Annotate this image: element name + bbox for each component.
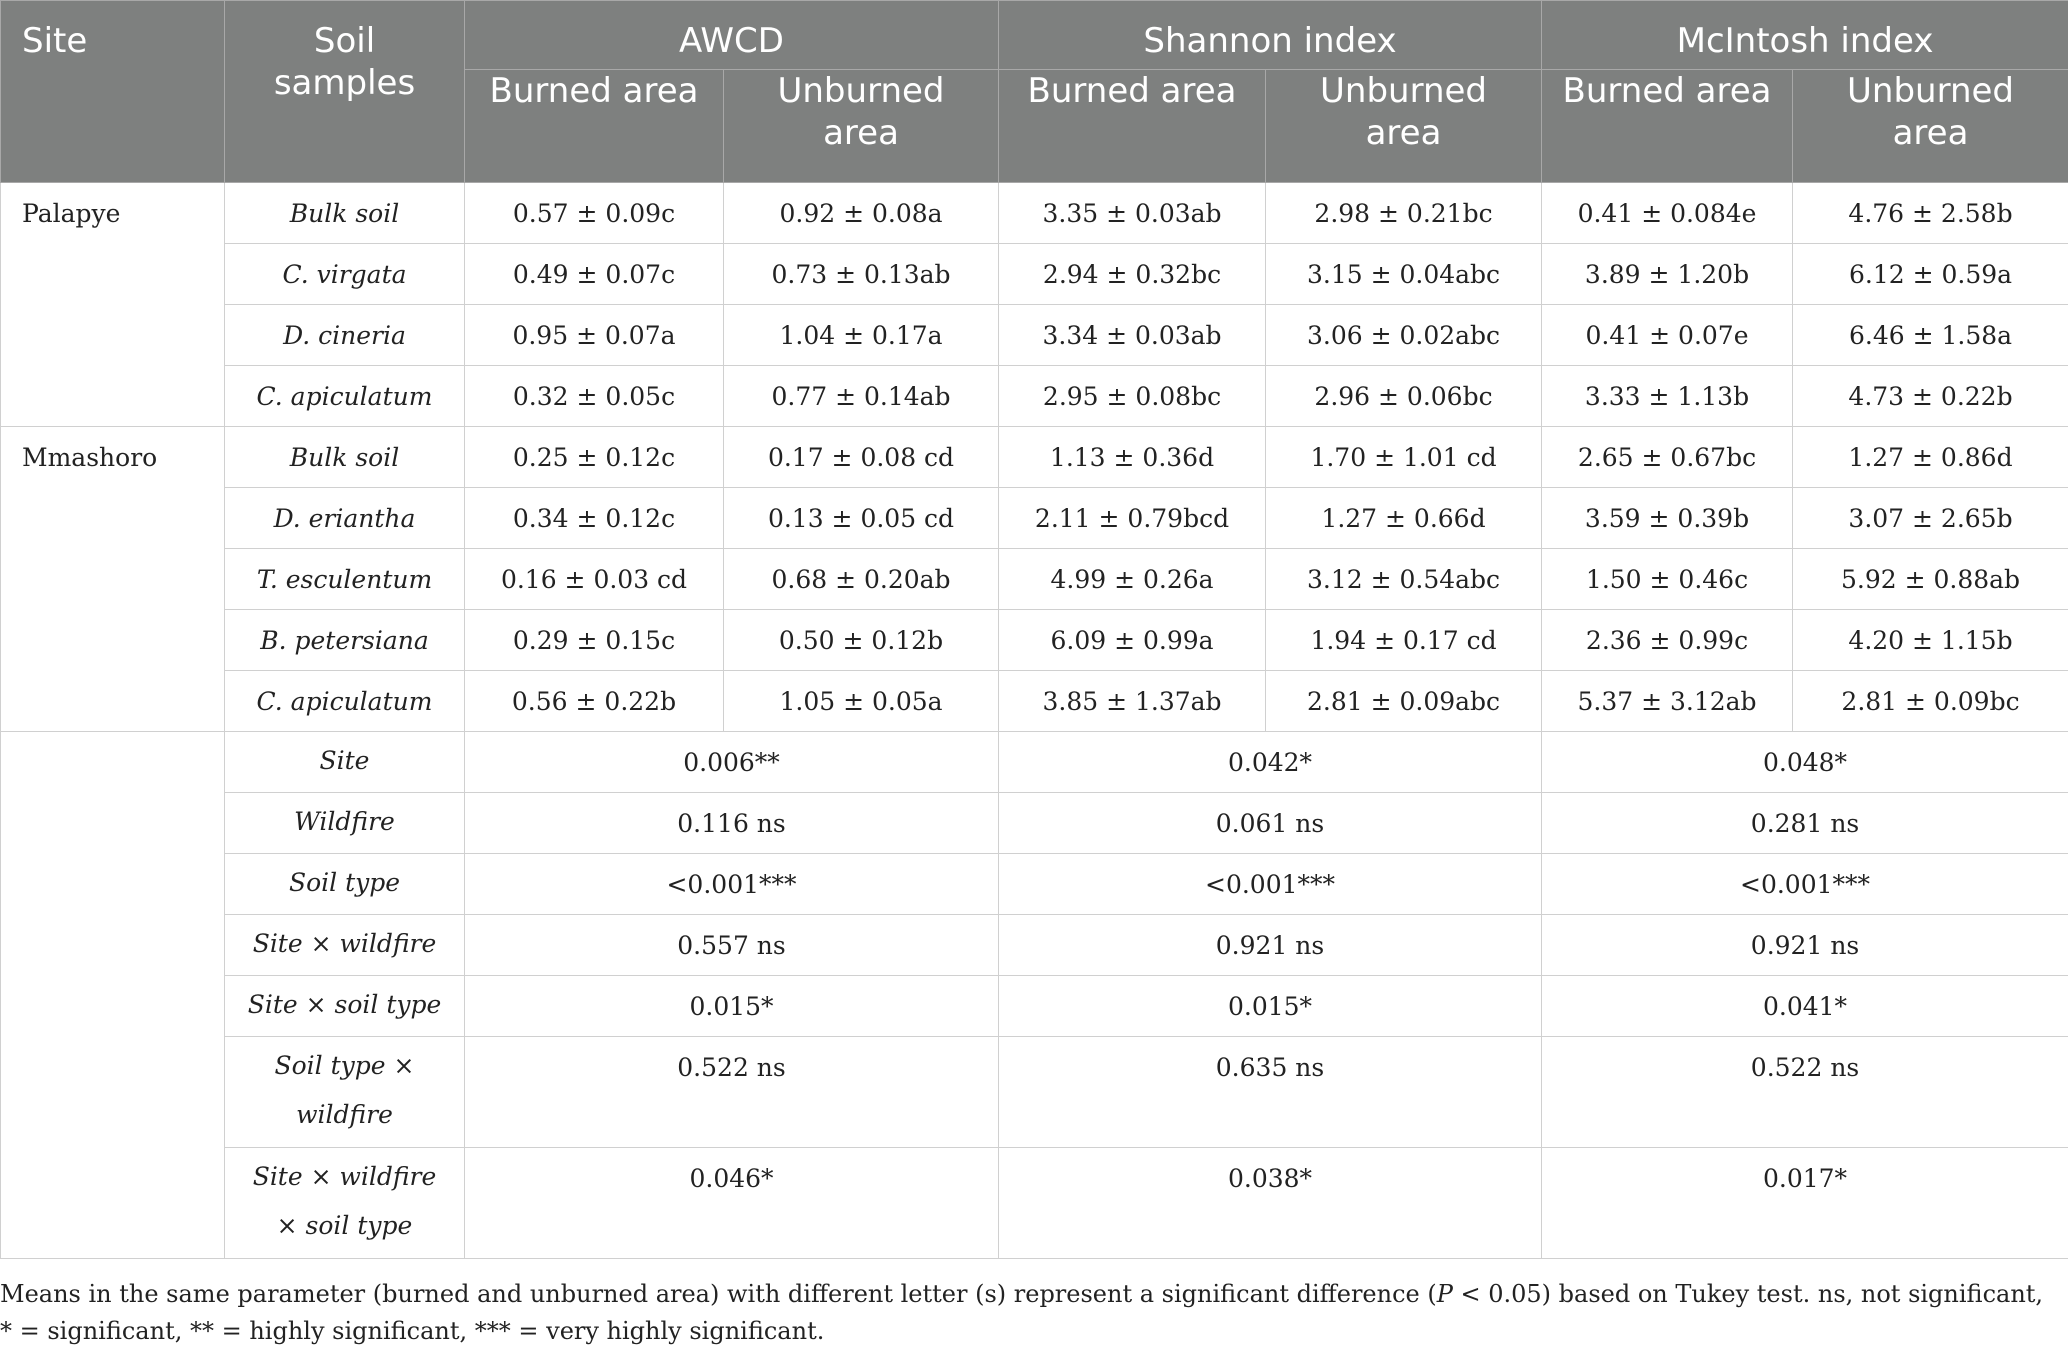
table-header [1, 1, 2068, 183]
header-mcintosh-burned: Burned area [1542, 70, 1793, 183]
value-cell: 3.33 ± 1.13b [1542, 366, 1793, 427]
value-cell: 0.41 ± 0.084e [1542, 183, 1793, 244]
stats-value: 0.522 ns [1542, 1037, 2068, 1148]
value-cell: 0.68 ± 0.20ab [724, 549, 999, 610]
value-cell: 0.50 ± 0.12b [724, 610, 999, 671]
value-cell: 5.37 ± 3.12ab [1542, 671, 1793, 732]
header-shannon-unburned: Unburned area [1266, 70, 1542, 183]
value-cell: 0.29 ± 0.15c [465, 610, 724, 671]
value-cell: 3.07 ± 2.65b [1793, 488, 2068, 549]
sample-cell: Bulk soil [225, 183, 465, 244]
stats-label: Site × wildfire [225, 915, 465, 976]
value-cell: 3.89 ± 1.20b [1542, 244, 1793, 305]
stats-value: 0.061 ns [999, 793, 1542, 854]
stats-value: 0.557 ns [465, 915, 999, 976]
value-cell: 0.32 ± 0.05c [465, 366, 724, 427]
footnote-p-symbol: P [1436, 1280, 1453, 1308]
table-body [1, 183, 2068, 1259]
value-cell: 1.13 ± 0.36d [999, 427, 1266, 488]
value-cell: 3.12 ± 0.54abc [1266, 549, 1542, 610]
sample-cell: C. apiculatum [225, 366, 465, 427]
table-row [1, 244, 2068, 305]
value-cell: 0.56 ± 0.22b [465, 671, 724, 732]
stats-value: 0.116 ns [465, 793, 999, 854]
value-cell: 1.27 ± 0.66d [1266, 488, 1542, 549]
site-mmashoro: Mmashoro [1, 427, 225, 732]
sample-cell: C. virgata [225, 244, 465, 305]
value-cell: 2.98 ± 0.21bc [1266, 183, 1542, 244]
value-cell: 6.09 ± 0.99a [999, 610, 1266, 671]
stats-value: 0.038* [999, 1148, 1542, 1259]
value-cell: 1.05 ± 0.05a [724, 671, 999, 732]
stats-value: 0.041* [1542, 976, 2068, 1037]
value-cell: 2.11 ± 0.79bcd [999, 488, 1266, 549]
header-awcd-unburned: Unburned area [724, 70, 999, 183]
stats-value: 0.921 ns [1542, 915, 2068, 976]
value-cell: 5.92 ± 0.88ab [1793, 549, 2068, 610]
sample-cell: D. eriantha [225, 488, 465, 549]
stats-value: <0.001*** [1542, 854, 2068, 915]
header-awcd-burned: Burned area [465, 70, 724, 183]
stats-value: 0.048* [1542, 732, 2068, 793]
sample-cell: B. petersiana [225, 610, 465, 671]
stats-value: 0.006** [465, 732, 999, 793]
value-cell: 4.76 ± 2.58b [1793, 183, 2068, 244]
stats-label: Site × wildfire × soil type [225, 1148, 465, 1259]
stats-value: 0.015* [465, 976, 999, 1037]
stats-value: 0.635 ns [999, 1037, 1542, 1148]
table-row [1, 610, 2068, 671]
sample-cell: D. cineria [225, 305, 465, 366]
stats-site-blank [1, 732, 225, 1259]
sample-cell: C. apiculatum [225, 671, 465, 732]
header-mcintosh-unburned: Unburned area [1793, 70, 2068, 183]
value-cell: 2.81 ± 0.09bc [1793, 671, 2068, 732]
stats-row [1, 976, 2068, 1037]
value-cell: 2.65 ± 0.67bc [1542, 427, 1793, 488]
footnote-part2: < 0.05) based on Tukey test. ns, not significant, * = significant, ** = highly significant, *** = very highly significant. [0, 1280, 2044, 1345]
stats-row [1, 915, 2068, 976]
value-cell: 2.94 ± 0.32bc [999, 244, 1266, 305]
stats-value: 0.042* [999, 732, 1542, 793]
value-cell: 2.95 ± 0.08bc [999, 366, 1266, 427]
stats-value: 0.046* [465, 1148, 999, 1259]
value-cell: 4.73 ± 0.22b [1793, 366, 2068, 427]
header-shannon-index: Shannon index [999, 1, 1542, 70]
value-cell: 3.85 ± 1.37ab [999, 671, 1266, 732]
stats-label: Soil type [225, 854, 465, 915]
stats-value: 0.015* [999, 976, 1542, 1037]
value-cell: 3.06 ± 0.02abc [1266, 305, 1542, 366]
value-cell: 3.59 ± 0.39b [1542, 488, 1793, 549]
header-mcintosh-index: McIntosh index [1542, 1, 2068, 70]
sample-cell: T. esculentum [225, 549, 465, 610]
value-cell: 0.92 ± 0.08a [724, 183, 999, 244]
stats-value: 0.522 ns [465, 1037, 999, 1148]
stats-row [1, 732, 2068, 793]
value-cell: 4.20 ± 1.15b [1793, 610, 2068, 671]
value-cell: 1.70 ± 1.01 cd [1266, 427, 1542, 488]
stats-label: Site × soil type [225, 976, 465, 1037]
table-row [1, 671, 2068, 732]
stats-row [1, 1148, 2068, 1259]
value-cell: 0.77 ± 0.14ab [724, 366, 999, 427]
value-cell: 3.35 ± 0.03ab [999, 183, 1266, 244]
value-cell: 1.27 ± 0.86d [1793, 427, 2068, 488]
sample-cell: Bulk soil [225, 427, 465, 488]
header-shannon-burned: Burned area [999, 70, 1266, 183]
value-cell: 0.13 ± 0.05 cd [724, 488, 999, 549]
value-cell: 6.46 ± 1.58a [1793, 305, 2068, 366]
value-cell: 1.04 ± 0.17a [724, 305, 999, 366]
value-cell: 0.57 ± 0.09c [465, 183, 724, 244]
table-row [1, 183, 2068, 244]
value-cell: 0.25 ± 0.12c [465, 427, 724, 488]
value-cell: 2.81 ± 0.09abc [1266, 671, 1542, 732]
table-row [1, 549, 2068, 610]
header-awcd: AWCD [465, 1, 999, 70]
value-cell: 0.41 ± 0.07e [1542, 305, 1793, 366]
stats-label: Soil type × wildfire [225, 1037, 465, 1148]
table-row [1, 488, 2068, 549]
stats-value: 0.017* [1542, 1148, 2068, 1259]
stats-label: Site [225, 732, 465, 793]
value-cell: 0.17 ± 0.08 cd [724, 427, 999, 488]
table-row [1, 366, 2068, 427]
stats-row [1, 793, 2068, 854]
stats-value: <0.001*** [999, 854, 1542, 915]
table-row [1, 427, 2068, 488]
header-soil-samples: Soil samples [225, 1, 465, 183]
value-cell: 1.94 ± 0.17 cd [1266, 610, 1542, 671]
value-cell: 1.50 ± 0.46c [1542, 549, 1793, 610]
value-cell: 6.12 ± 0.59a [1793, 244, 2068, 305]
site-palapye: Palapye [1, 183, 225, 427]
value-cell: 3.15 ± 0.04abc [1266, 244, 1542, 305]
stats-value: 0.921 ns [999, 915, 1542, 976]
footnote-part1: Means in the same parameter (burned and unburned area) with different letter (s) represent a significant difference ( [0, 1280, 1437, 1308]
table-footnote [0, 1276, 2060, 1350]
value-cell: 0.95 ± 0.07a [465, 305, 724, 366]
value-cell: 0.49 ± 0.07c [465, 244, 724, 305]
value-cell: 0.16 ± 0.03 cd [465, 549, 724, 610]
value-cell: 3.34 ± 0.03ab [999, 305, 1266, 366]
table-row [1, 305, 2068, 366]
stats-row [1, 1037, 2068, 1148]
stats-value: <0.001*** [465, 854, 999, 915]
stats-row [1, 854, 2068, 915]
value-cell: 2.96 ± 0.06bc [1266, 366, 1542, 427]
value-cell: 0.73 ± 0.13ab [724, 244, 999, 305]
header-site: Site [1, 1, 225, 183]
value-cell: 4.99 ± 0.26a [999, 549, 1266, 610]
value-cell: 0.34 ± 0.12c [465, 488, 724, 549]
stats-value: 0.281 ns [1542, 793, 2068, 854]
value-cell: 2.36 ± 0.99c [1542, 610, 1793, 671]
stats-label: Wildfire [225, 793, 465, 854]
